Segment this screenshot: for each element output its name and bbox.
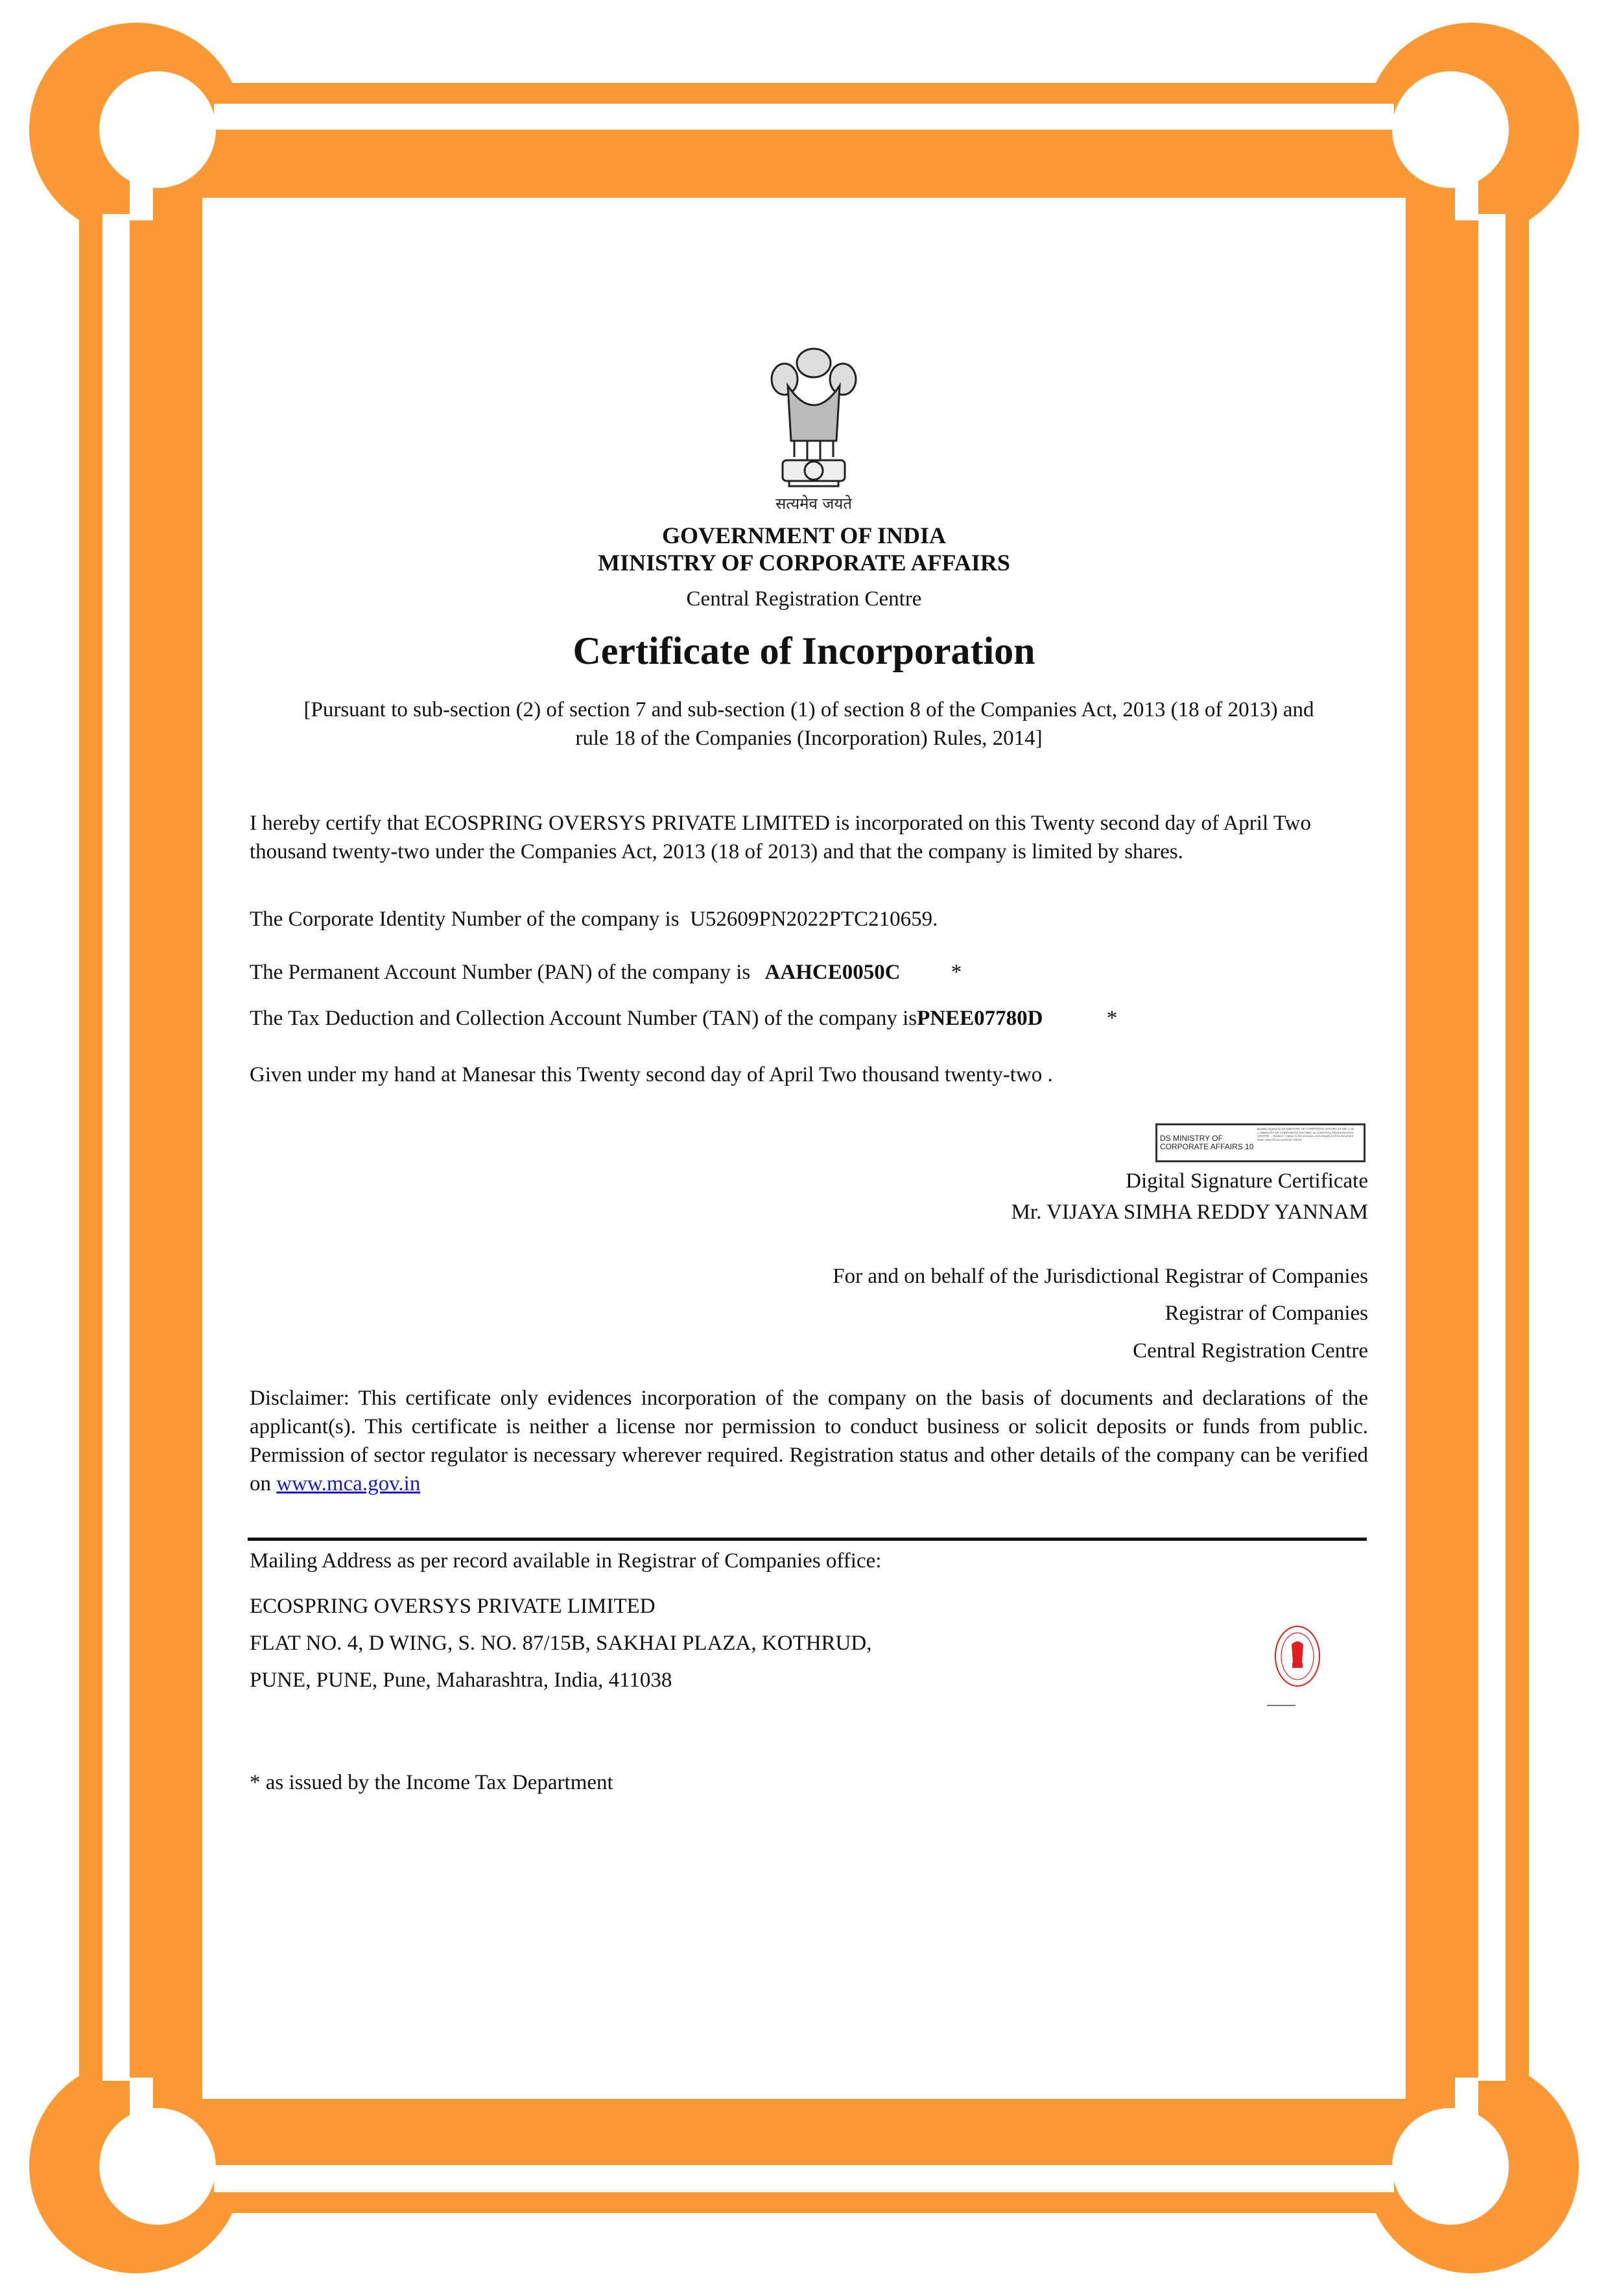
cin-line [250, 908, 938, 931]
registrar-seal-icon [1273, 1624, 1321, 1689]
cin-value: U52609PN2022PTC210659. [690, 908, 938, 931]
certification-paragraph: I hereby certify that ECOSPRING OVERSYS PRIVATE LIMITED is incorporated on this Twenty second day of April Two thousand twenty-two under the Companies Act, 2013 (18 of 2013) and that the company is limited by shares. [250, 812, 1311, 863]
mailing-heading: Mailing Address as per record available in Registrar of Companies office: [250, 1549, 882, 1573]
digital-signature-label: Digital Signature Certificate [1126, 1169, 1368, 1193]
digital-signature-stamp [1155, 1123, 1366, 1162]
behalf-line: For and on behalf of the Jurisdictional Registrar of Companies [833, 1265, 1368, 1288]
centre-line: Central Registration Centre [1133, 1339, 1368, 1363]
pan-label: The Permanent Account Number (PAN) of the company is [250, 961, 751, 984]
pursuant-line-1: [Pursuant to sub-section (2) of section 7 and sub-section (1) of section 8 of the Companies Act, 2013 (18 of 2013) and [303, 698, 1314, 721]
tan-line [250, 1007, 1117, 1031]
cin-label: The Corporate Identity Number of the company is [250, 908, 680, 931]
signer-name: Mr. VIJAYA SIMHA REDDY YANNAM [1011, 1201, 1368, 1224]
pursuant-line-2: rule 18 of the Companies (Incorporation) Rules, 2014] [575, 727, 1043, 750]
header-ministry: MINISTRY OF CORPORATE AFFAIRS [598, 550, 1010, 576]
mca-website-link[interactable]: www.mca.gov.in [276, 1472, 421, 1495]
given-under-hand: Given under my hand at Manesar this Twenty second day of April Two thousand twenty-two . [250, 1063, 1053, 1086]
pan-asterisk: * [951, 961, 962, 984]
mailing-address-line-1: FLAT NO. 4, D WING, S. NO. 87/15B, SAKHAI PLAZA, KOTHRUD, [250, 1632, 872, 1655]
seal-underline [1267, 1705, 1295, 1706]
stamp-label: DS MINISTRY OF CORPORATE AFFAIRS 10 [1160, 1134, 1254, 1151]
stamp-fine-print: Digitally signed by DS MINISTRY OF CORPORATE AFFAIRS 10 DN: c=IN, o=MINISTRY OF CORPORATE AFFAIRS, ou=CENTRAL REGISTRATION CENTRE ... Reason: I attest to the accuracy and integrity of this document Date: 2022.04.22 13:02:22 +05'30' [1257, 1127, 1355, 1142]
state-emblem-icon [749, 327, 879, 515]
disclaimer-text: Disclaimer: This certificate only evidences incorporation of the company on the basis of documents and declarations of the applicant(s). This certificate is neither a license nor permission to conduct business or solicit deposits or funds from public. Permission of sector regulator is necessary wherever required. Registration status and other details of the company can be verified on [250, 1387, 1368, 1495]
footnote: * as issued by the Income Tax Department [250, 1771, 613, 1794]
svg-text:सत्यमेव जयते: सत्यमेव जयते [775, 495, 852, 513]
registrar-line: Registrar of Companies [1165, 1302, 1368, 1325]
page-title: Certificate of Incorporation [573, 629, 1035, 672]
tan-label: The Tax Deduction and Collection Account Number (TAN) of the company is [250, 1007, 917, 1030]
pan-value: AAHCE0050C [764, 961, 901, 984]
pan-line [250, 961, 962, 985]
pursuant-clause [250, 696, 1368, 753]
mailing-company: ECOSPRING OVERSYS PRIVATE LIMITED [250, 1595, 656, 1618]
header-subheading: Central Registration Centre [686, 587, 922, 611]
section-divider [248, 1538, 1367, 1541]
tan-value: PNEE07780D [917, 1007, 1043, 1030]
tan-asterisk: * [1106, 1007, 1118, 1030]
mailing-address-line-2: PUNE, PUNE, Pune, Maharashtra, India, 411038 [250, 1669, 672, 1692]
disclaimer [250, 1384, 1368, 1498]
header-government: GOVERNMENT OF INDIA [661, 522, 947, 548]
